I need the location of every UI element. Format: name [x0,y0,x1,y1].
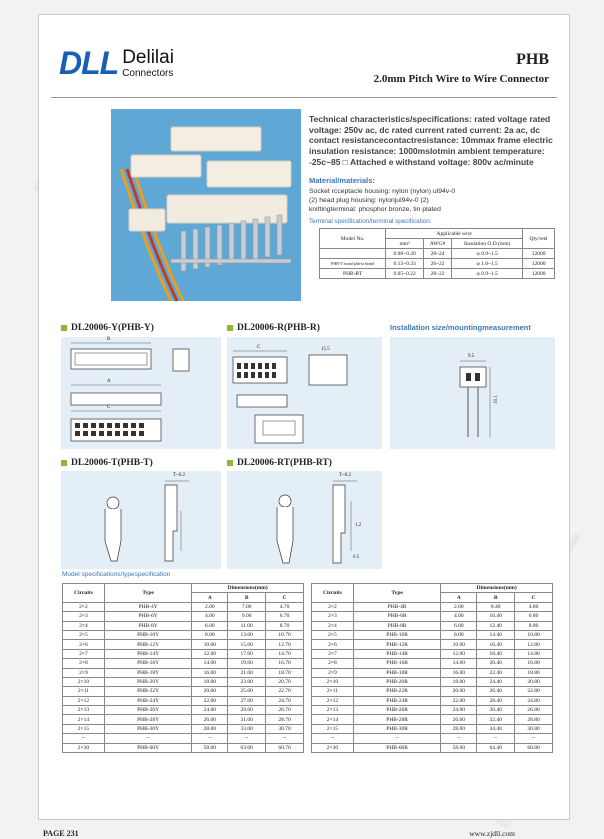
table-row: 2×12 PHB-24Y 22.00 27.00 24.70 [63,696,304,705]
table-row: 2×5 PHB-10R 8.00 14.40 10.80 [312,630,553,639]
product-title-block [374,51,549,85]
terminal-table: Model No. Applicable wire Qty/reel mm² AWG# Insulation O.D.(mm) 0.08~0.20 28~24 φ 0.9~1.5 12000 PHB-T brand phb-ta brand 0.13~0.33 26~22 φ 1.0~1.5 12000 PHB-RT 0.05~0.22 28~22 φ 0.9~1.5 12000 [319,228,555,279]
table-row: 2×3 PHB-6R 4.00 10.40 6.80 [312,612,553,621]
materials-body: Socket rcceptacle housing: nylon (nylon) ul94v-0 (2) head plug housing: nylonjul94v-0 (2) knittingterminal: phosphor bronze, tin plated [309,188,456,214]
brand-logo [59,45,174,82]
section-title-install: Installation size/mountingmeasurement [390,323,531,332]
terminal-title: Terminal specification/terminal specification: [309,218,432,226]
page-header [39,15,569,95]
drawing-panel-rt: T~0.2 1.2 0.5 [227,471,382,569]
drawing-panel-r: C 15.5 [227,337,382,449]
table-row: 2×3 PHB-6Y 4.00 9.00 6.70 [63,612,304,621]
product-title: PHB [516,51,549,68]
table-row: PHB-RT 0.05~0.22 28~22 φ 0.9~1.5 12000 [320,269,555,279]
table-row: 2×5 PHB-10Y 8.00 13.00 10.70 [63,630,304,639]
product-subtitle: 2.0mm Pitch Wire to Wire Connector [373,73,549,85]
spec-block [309,114,559,279]
table-row: 2×30 PHB-60Y 58.00 63.00 60.70 [63,743,304,752]
table-row: 2×11 PHB-22R 20.00 26.40 22.80 [312,687,553,696]
section-title-y: DL20006-Y(PHB-Y) [61,323,154,333]
table-row: 2×12 PHB-24R 22.00 28.40 24.80 [312,696,553,705]
table-row: 2×14 PHB-28R 26.00 32.40 28.80 [312,715,553,724]
materials-title: Material/materials: [309,176,375,186]
table-row: ~ ~ ~ ~ ~ [63,734,304,743]
product-photo [111,109,301,301]
green-square-icon [227,325,233,331]
logo-mark: DLL [59,45,119,81]
table-row: 2×9 PHB-18Y 16.00 21.00 18.70 [63,668,304,677]
model-table-right: Circuits Type Dimensions(mm) A B C 2×2 PHB-4R 2.00 8.40 4.80 2×3 PHB-6R 4.00 10.40 6.80 2×4 PHB-8R 6.00 12.40 8.80 2×5 PHB-10R 8.00 14.40 10.80 2×6 PHB-12R 10.00 16.40 12.80 2×7 PHB-14R 12.00 18.40 14.80 2×8 PHB-16R 14.00 20.40 16.80 2×9 PHB-18R 16.00 22.40 18.80 2×10 PHB-20R 18.00 24.40 20.80 2×11 PHB-22R 20.00 26.40 22.80 2×12 PHB-24R 22.00 28.40 24.80 2×13 PHB-26R 24.00 30.40 26.80 2×14 PHB-28R 26.00 32.40 28.80 2×15 PHB-30R 28.00 34.40 30.80 ~ ~ ~ ~ ~ 2×30 PHB-60R 58.00 64.40 60.80 [311,583,553,753]
table-row: 2×13 PHB-26Y 24.00 29.00 26.70 [63,706,304,715]
table-row: 2×7 PHB-14Y 12.00 17.00 14.70 [63,649,304,658]
table-row: 2×6 PHB-12Y 10.00 15.00 12.70 [63,640,304,649]
table-row: 2×15 PHB-30R 28.00 34.40 30.80 [312,724,553,733]
table-row: 2×4 PHB-8Y 6.00 11.00 8.70 [63,621,304,630]
green-square-icon [227,460,233,466]
table-row: 2×14 PHB-28Y 26.00 31.00 28.70 [63,715,304,724]
catalog-page [38,14,570,838]
table-row: 2×6 PHB-12R 10.00 16.40 12.80 [312,640,553,649]
header-divider [51,97,557,98]
page-number: PAGE 231 [43,829,79,838]
table-row: 2×4 PHB-8R 6.00 12.40 8.80 [312,621,553,630]
table-row: 2×2 PHB-4R 2.00 8.40 4.80 [312,602,553,611]
brand-name: Delilai [122,47,174,68]
table-row: 2×11 PHB-22Y 20.00 25.00 22.70 [63,687,304,696]
section-title-t: DL20006-T(PHB-T) [61,458,153,468]
table-row: 2×8 PHB-16Y 14.00 19.00 16.70 [63,659,304,668]
section-title-rt: DL20006-RT(PHB-RT) [227,458,332,468]
green-square-icon [61,460,67,466]
table-row: 2×8 PHB-16R 14.00 20.40 16.80 [312,659,553,668]
drawing-panel-install: 9.5 10.1 [390,337,555,449]
model-table-left: Circuits Type Dimensions(mm) A B C 2×2 PHB-4Y 2.00 7.00 4.70 2×3 PHB-6Y 4.00 9.00 6.70 2×4 PHB-8Y 6.00 11.00 8.70 2×5 PHB-10Y 8.00 13.00 10.70 2×6 PHB-12Y 10.00 15.00 12.70 2×7 PHB-14Y 12.00 17.00 14.70 2×8 PHB-16Y 14.00 19.00 16.70 2×9 PHB-18Y 16.00 21.00 18.70 2×10 PHB-20Y 18.00 23.00 20.70 2×11 PHB-22Y 20.00 25.00 22.70 2×12 PHB-24Y 22.00 27.00 24.70 2×13 PHB-26Y 24.00 29.00 26.70 2×14 PHB-28Y 26.00 31.00 28.70 2×15 PHB-30Y 28.00 33.00 30.70 ~ ~ ~ ~ ~ 2×30 PHB-60Y 58.00 63.00 60.70 [62,583,304,753]
model-caption: Model specifications/typespecification [62,571,171,578]
brand-subtitle: Connectors [122,68,174,79]
website-url: www.zjdll.com [469,829,515,838]
table-row: 2×7 PHB-14R 12.00 18.40 14.80 [312,649,553,658]
drawing-panel-y: B A C [61,337,221,449]
table-row: 2×13 PHB-26R 24.00 30.40 26.80 [312,706,553,715]
spec-heading: Technical characteristics/specifications: rated voltage rated voltage: 250v ac, dc rated current rated current: 2a ac, dc contact resistancecontactresistance: 10mmax frame electric insulation resistance: 1000mslotmin ambient temperature: -25c~85 □ Attached e withstand voltage: 800v ac/minute [309,114,553,167]
table-row: 2×10 PHB-20R 18.00 24.40 20.80 [312,677,553,686]
table-row: 2×10 PHB-20Y 18.00 23.00 20.70 [63,677,304,686]
drawing-panel-t: T~0.2 [61,471,221,569]
table-row: 2×15 PHB-30Y 28.00 33.00 30.70 [63,724,304,733]
table-row: 2×30 PHB-60R 58.00 64.40 60.80 [312,743,553,752]
green-square-icon [61,325,67,331]
table-row: PHB-T brand phb-ta brand 0.13~0.33 26~22 φ 1.0~1.5 12000 [320,259,555,269]
table-row: 2×2 PHB-4Y 2.00 7.00 4.70 [63,602,304,611]
section-title-r: DL20006-R(PHB-R) [227,323,320,333]
table-row: ~ ~ ~ ~ ~ [312,734,553,743]
table-row: 0.08~0.20 28~24 φ 0.9~1.5 12000 [320,249,555,259]
table-row: 2×9 PHB-18R 16.00 22.40 18.80 [312,668,553,677]
